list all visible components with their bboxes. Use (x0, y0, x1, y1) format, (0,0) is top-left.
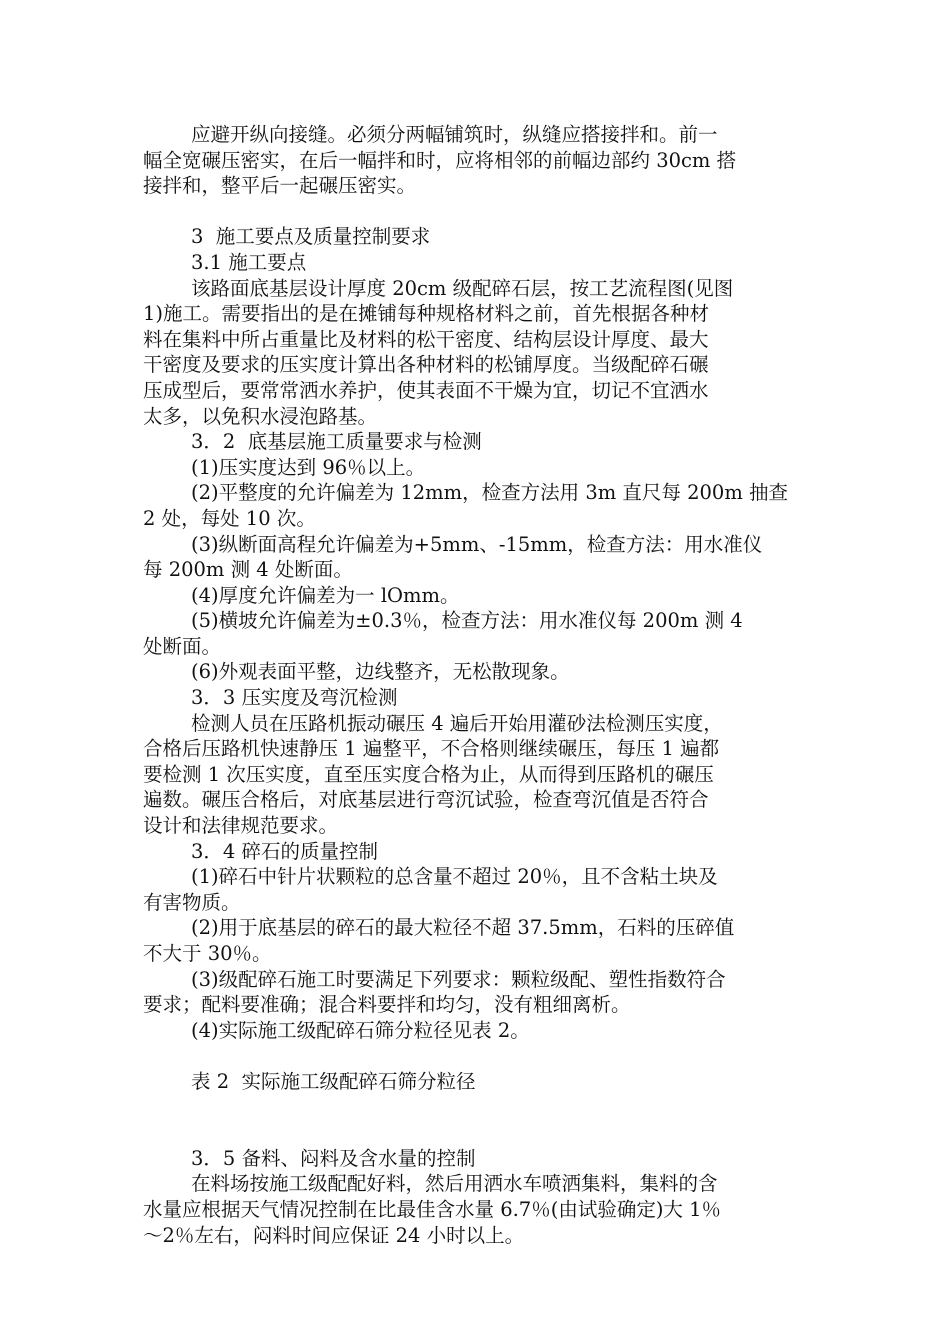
blank-line (143, 1043, 811, 1069)
text-line: 有害物质。 (143, 890, 241, 914)
text-line: 料在集料中所占重量比及材料的松干密度、结构层设计厚度、最大 (143, 327, 709, 351)
text-line: 处断面。 (143, 634, 222, 658)
text-line: 不大于 30％。 (143, 942, 272, 965)
text-line: 接拌和，整平后一起碾压密实。 (143, 174, 417, 198)
text-line: 3．3 压实度及弯沉检测 (191, 686, 398, 710)
text-line: 要求；配料要准确；混合料要拌和均匀，没有粗细离析。 (143, 993, 631, 1017)
text-line: 水量应根据天气情况控制在比最佳含水量 6.7％(由试验确定)大 1％ (143, 1197, 722, 1221)
text-line: 遍数。碾压合格后，对底基层进行弯沉试验，检查弯沉值是否符合 (143, 788, 709, 812)
text-line: 合格后压路机快速静压 1 遍整平，不合格则继续碾压，每压 1 遍都 (143, 737, 720, 761)
text-line: (6)外观表面平整，边线整齐，无松散现象。 (191, 660, 570, 684)
text-line: 2 处，每处 10 次。 (143, 506, 316, 530)
text-line: (3)级配碎石施工时要满足下列要求：颗粒级配、塑性指数符合 (191, 967, 726, 991)
text-line: (5)横坡允许偏差为±0.3％，检查方法：用水准仪每 200m 测 4 (191, 609, 743, 633)
text-line: 3 施工要点及质量控制要求 (191, 225, 431, 249)
text-line: 3．5 备料、闷料及含水量的控制 (191, 1146, 476, 1170)
text-line: (1)碎石中针片状颗粒的总含量不超过 20％，且不含粘土块及 (191, 865, 718, 889)
text-line: 幅全宽碾压密实，在后一幅拌和时，应将相邻的前幅边部约 30cm 搭 (143, 148, 737, 172)
text-line: (1)压实度达到 96％以上。 (191, 455, 426, 479)
text-line: (2)用于底基层的碎石的最大粒径不超 37.5mm，石料的压碎值 (191, 916, 735, 940)
text-line: 1)施工。需要指出的是在摊铺每种规格材料之前，首先根据各种材 (143, 302, 710, 326)
text-line: 太多，以免积水浸泡路基。 (143, 404, 378, 428)
text-line: 干密度及要求的压实度计算出各种材料的松铺厚度。当级配碎石碾 (143, 353, 709, 377)
text-line: 在料场按施工级配配好料，然后用洒水车喷洒集料，集料的含 (191, 1172, 718, 1196)
text-line: 设计和法律规范要求。 (143, 814, 339, 838)
blank-line (143, 1095, 811, 1146)
text-line: 要检测 1 次压实度，直至压实度合格为止，从而得到压路机的碾压 (143, 762, 714, 786)
text-line: (4)实际施工级配碎石筛分粒径见表 2。 (191, 1018, 530, 1042)
text-line: (2)平整度的允许偏差为 12mm，检查方法用 3m 直尺每 200m 抽查 (191, 481, 789, 505)
text-line: 压成型后，要常常洒水养护，使其表面不干燥为宜，切记不宜洒水 (143, 378, 709, 402)
text-line: 该路面底基层设计厚度 20cm 级配碎石层，按工艺流程图(见图 (191, 276, 734, 300)
text-line: 每 200m 测 4 处断面。 (143, 558, 353, 582)
text-line: (4)厚度允许偏差为一 lOmm。 (191, 583, 460, 607)
text-line: 3．4 碎石的质量控制 (191, 839, 379, 863)
text-line: ～2％左右，闷料时间应保证 24 小时以上。 (143, 1223, 525, 1247)
text-line: 表 2 实际施工级配碎石筛分粒径 (191, 1069, 476, 1093)
text-line: 3．2 底基层施工质量要求与检测 (191, 430, 482, 454)
text-line: 应避开纵向接缝。必须分两幅铺筑时，纵缝应搭接拌和。前一 (191, 123, 718, 146)
blank-line (143, 199, 811, 225)
document-body (143, 122, 811, 1248)
text-line: (3)纵断面高程允许偏差为+5mm、-15mm，检查方法：用水准仪 (191, 532, 763, 556)
text-line: 检测人员在压路机振动碾压 4 遍后开始用灌砂法检测压实度， (191, 711, 723, 735)
text-line: 3.1 施工要点 (191, 250, 307, 274)
